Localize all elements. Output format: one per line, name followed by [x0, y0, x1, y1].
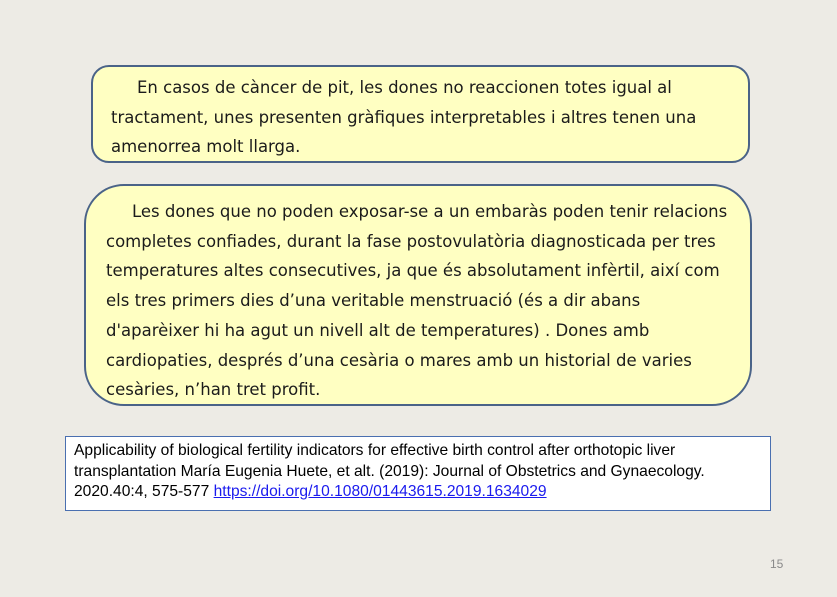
reference-box — [65, 436, 771, 511]
reference-citation: Applicability of biological fertility indicators for effective birth control after orthotopic liver transplantation María Eugenia Huete, et alt. (2019): Journal of Obstetrics and Gynaecology. 2020.40:4, 575-577 — [74, 442, 705, 500]
reference-doi-link[interactable]: https://doi.org/10.1080/01443615.2019.1634029 — [213, 483, 547, 500]
text-box-safe-days — [84, 184, 752, 406]
box2-text: Les dones que no poden exposar-se a un embaràs poden tenir relacions completes confiades, durant la fase postovulatòria diagnosticada per tres temperatures altes consecutives, ja que és absolutament infèrtil, així com els tres primers dies d’una veritable menstruació (és a dir abans d'aparèixer hi ha agut un nivell alt de temperatures) . Dones amb cardiopaties, després d’una cesària o mares amb un historial de varies cesàries, n’han tret profit. — [106, 202, 728, 400]
text-box-breast-cancer — [91, 65, 750, 163]
page-number: 15 — [770, 557, 784, 571]
box1-text: En casos de càncer de pit, les dones no reaccionen totes igual al tractament, unes presenten gràfiques interpretables i altres tenen una amenorrea molt llarga. — [111, 78, 697, 156]
